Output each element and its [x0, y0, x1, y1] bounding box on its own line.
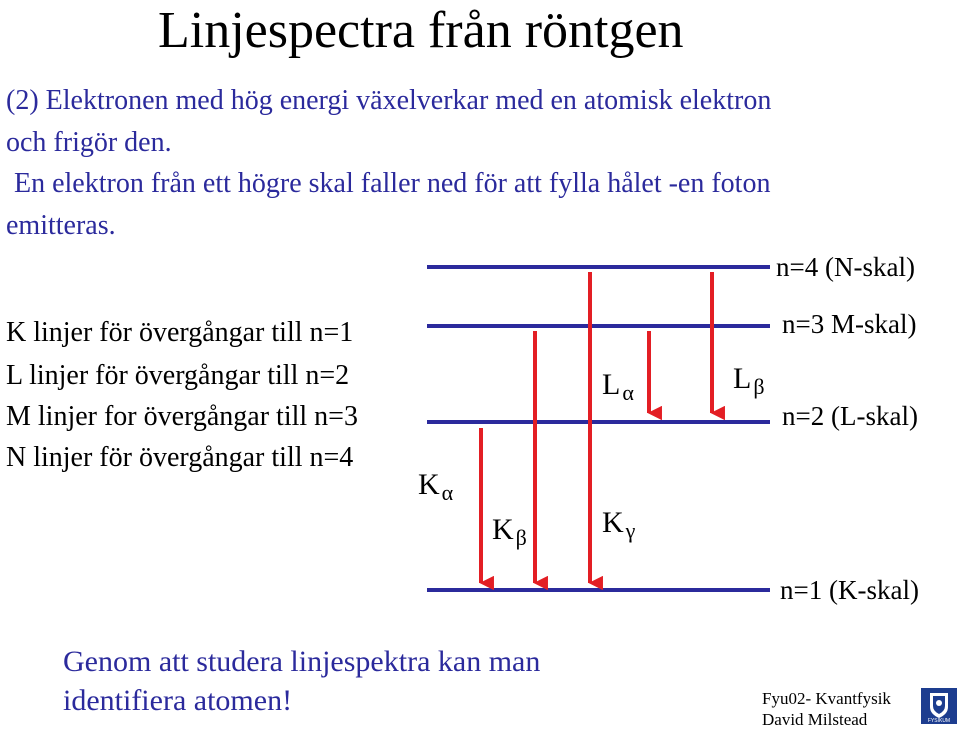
rule-m-lines: M linjer for övergångar till n=3 — [6, 401, 358, 432]
logo-text: FYSIKUM — [927, 718, 951, 724]
rule-n-lines: N linjer för övergångar till n=4 — [6, 442, 354, 473]
intro-line-1: (2) Elektronen med hög energi växelverkar med en atomisk elektron — [6, 85, 772, 116]
intro-line-2: och frigör den. — [6, 127, 172, 158]
intro-line-3: En elektron från ett högre skal faller ned för att fylla hålet -en foton — [14, 168, 771, 199]
slide-title: Linjespectra från röntgen — [158, 2, 684, 59]
label-k-gamma: $K_\gamma$ — [602, 506, 636, 543]
credit-course: Fyu02- Kvantfysik — [762, 689, 891, 708]
fysikum-logo-icon — [921, 688, 957, 724]
label-l-alpha: $L_\alpha$ — [602, 368, 634, 405]
level-label-n3: n=3 M-skal) — [782, 309, 917, 339]
label-k-alpha: $K_\alpha$ — [418, 468, 454, 505]
level-label-n1: n=1 (K-skal) — [780, 575, 919, 605]
credit-author: David Milstead — [762, 710, 868, 729]
label-l-beta: $L_\beta$ — [733, 362, 765, 399]
intro-line-4: emitteras. — [6, 210, 116, 241]
conclusion-line-1: Genom att studera linjespektra kan man — [63, 645, 541, 678]
level-label-n4: n=4 (N-skal) — [776, 252, 915, 282]
rule-k-lines: K linjer för övergångar till n=1 — [6, 317, 354, 348]
label-k-beta: $K_\beta$ — [492, 513, 527, 550]
level-label-n2: n=2 (L-skal) — [782, 401, 918, 431]
rule-l-lines: L linjer för övergångar till n=2 — [6, 360, 350, 391]
conclusion-line-2: identifiera atomen! — [63, 684, 293, 717]
